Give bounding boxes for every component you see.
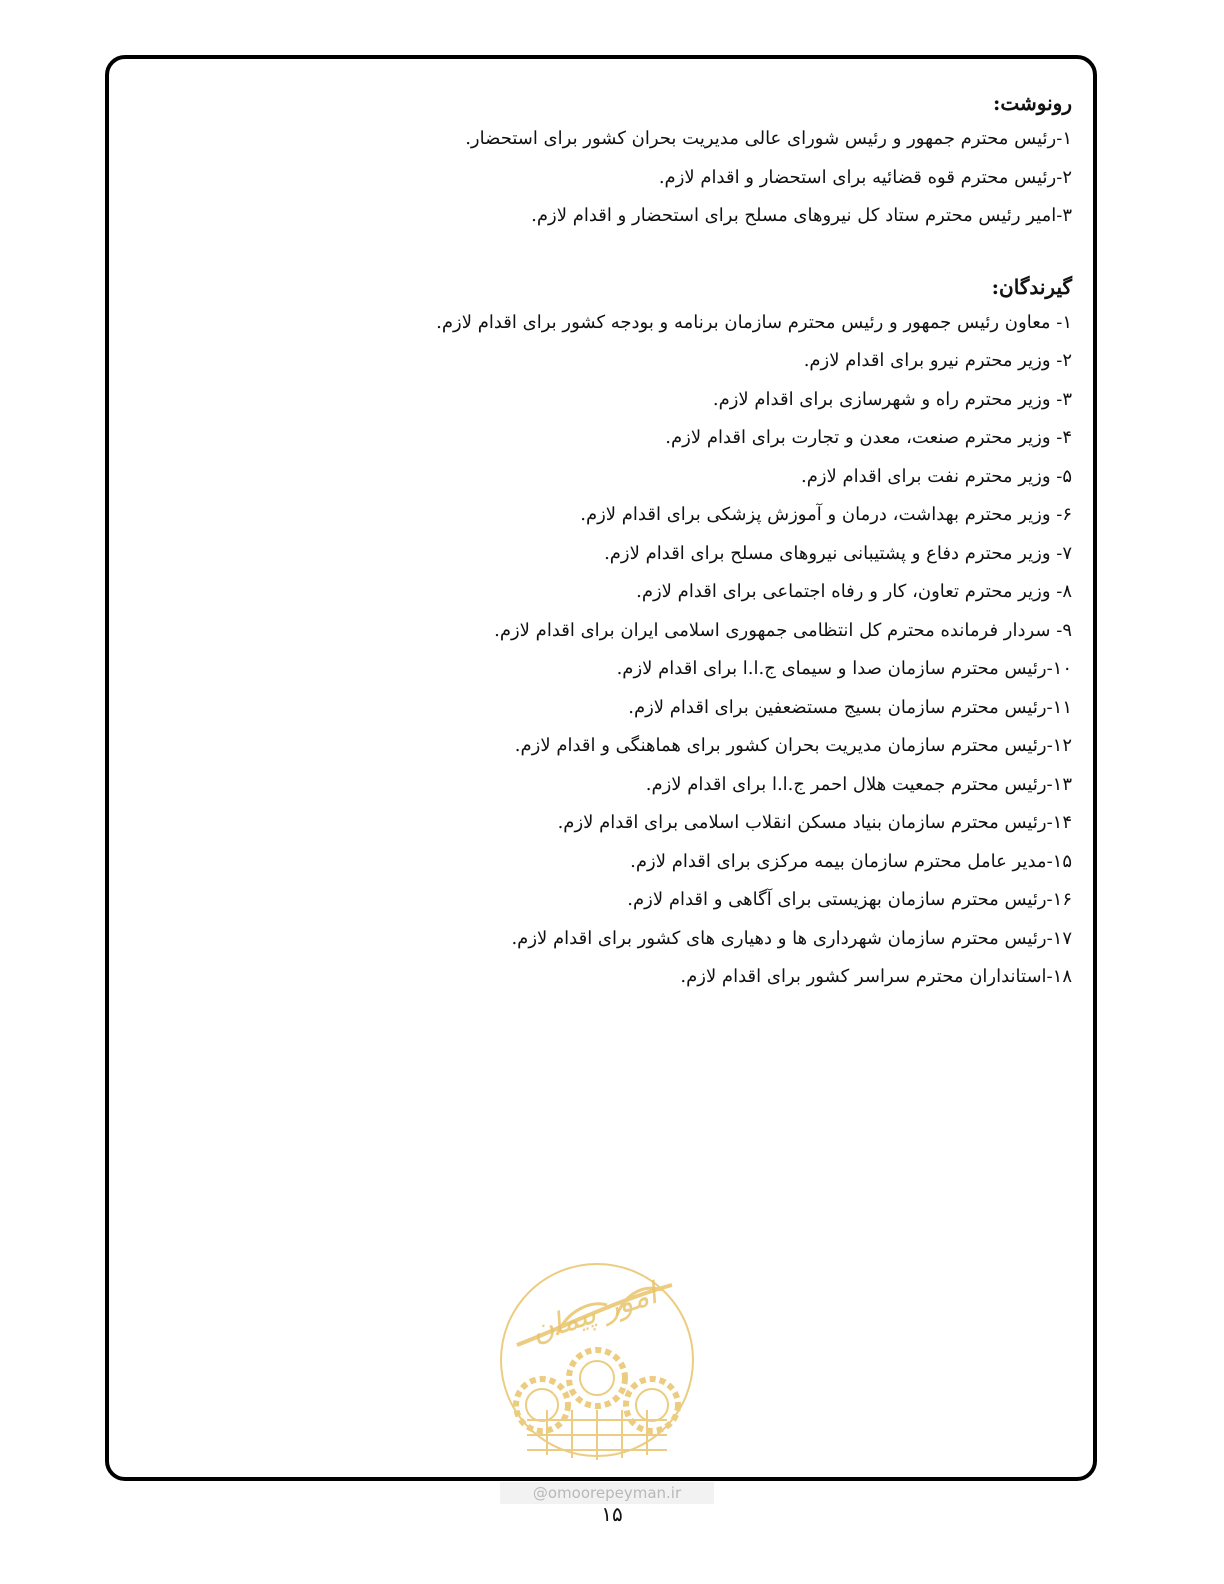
recipient-item: ۱۴-رئیس محترم سازمان بنیاد مسکن انقلاب اسلامی برای اقدام لازم.	[557, 812, 1072, 833]
watermark: @omoorepeyman.ir	[500, 1482, 714, 1504]
cc-section	[140, 88, 1072, 236]
recipient-item: ۸- وزیر محترم تعاون، کار و رفاه اجتماعی برای اقدام لازم.	[636, 581, 1072, 602]
recipient-item: ۹- سردار فرمانده محترم کل انتظامی جمهوری اسلامی ایران برای اقدام لازم.	[494, 619, 1072, 641]
recipient-item: ۱۲-رئیس محترم سازمان مدیریت بحران کشور برای هماهنگی و اقدام لازم.	[514, 735, 1072, 756]
recipients-section	[140, 272, 1072, 997]
recipient-item: ۱۶-رئیس محترم سازمان بهزیستی برای آگاهی و اقدام لازم.	[627, 889, 1072, 910]
cc-heading: رونوشت:	[993, 91, 1072, 115]
cc-item: ۲-رئیس محترم قوه قضائیه برای استحضار و اقدام لازم.	[658, 166, 1072, 188]
seal-logo-icon	[497, 1260, 697, 1460]
recipient-item: ۱۱-رئیس محترم سازمان بسیج مستضعفین برای اقدام لازم.	[628, 696, 1072, 718]
document-body	[140, 88, 1072, 997]
recipient-item: ۱۵-مدیر عامل محترم سازمان بیمه مرکزی برای اقدام لازم.	[630, 850, 1072, 872]
recipient-item: ۵- وزیر محترم نفت برای اقدام لازم.	[800, 465, 1072, 487]
recipient-item: ۴- وزیر محترم صنعت، معدن و تجارت برای اقدام لازم.	[665, 427, 1072, 448]
recipient-item: ۷- وزیر محترم دفاع و پشتیبانی نیروهای مسلح برای اقدام لازم.	[604, 542, 1072, 564]
page-number: ۱۵	[601, 1502, 623, 1526]
svg-text:امور پیمان: امور پیمان	[526, 1276, 662, 1350]
recipient-item: ۱۳-رئیس محترم جمعیت هلال احمر ج.ا.ا برای اقدام لازم.	[645, 773, 1072, 795]
recipient-item: ۲- وزیر محترم نیرو برای اقدام لازم.	[803, 350, 1072, 371]
cc-item: ۱-رئیس محترم جمهور و رئیس شورای عالی مدیریت بحران کشور برای استحضار.	[465, 128, 1072, 149]
recipient-item: ۱- معاون رئیس جمهور و رئیس محترم سازمان برنامه و بودجه کشور برای اقدام لازم.	[436, 311, 1072, 333]
recipient-item: ۶- وزیر محترم بهداشت، درمان و آموزش پزشکی برای اقدام لازم.	[580, 504, 1072, 525]
recipient-item: ۳- وزیر محترم راه و شهرسازی برای اقدام لازم.	[712, 388, 1072, 410]
recipient-item: ۱۰-رئیس محترم سازمان صدا و سیمای ج.ا.ا برای اقدام لازم.	[616, 658, 1072, 679]
recipient-item: ۱۷-رئیس محترم سازمان شهرداری ها و دهیاری های کشور برای اقدام لازم.	[511, 927, 1072, 949]
cc-item: ۳-امیر رئیس محترم ستاد کل نیروهای مسلح برای استحضار و اقدام لازم.	[531, 205, 1072, 226]
recipients-heading: گیرندگان:	[991, 274, 1072, 299]
recipient-item: ۱۸-استانداران محترم سراسر کشور برای اقدام لازم.	[680, 966, 1072, 987]
